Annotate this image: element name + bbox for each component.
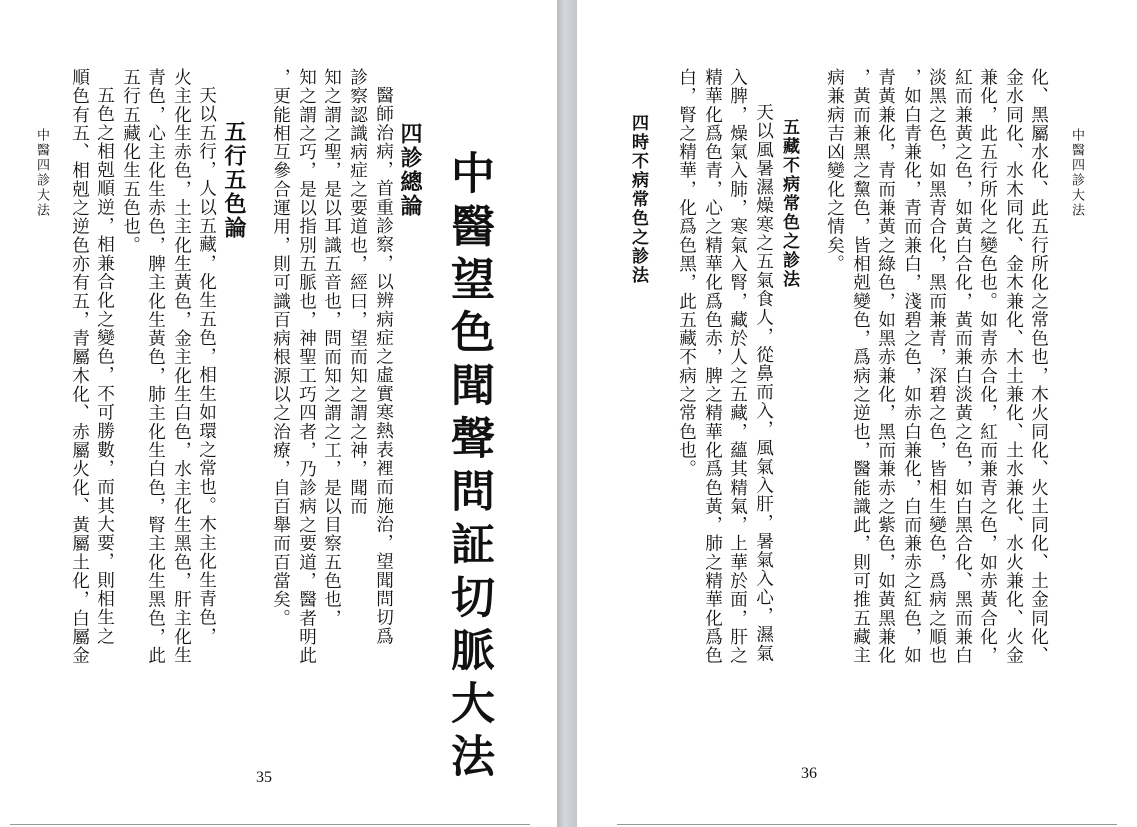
section-heading: 四診總論 — [397, 122, 422, 218]
text-column: 精華化爲色青，心之精華化爲色赤，脾之精華化爲色黃，肺之精華化爲色 — [702, 68, 723, 665]
text-column: 青黃兼化，青而兼黃之綠色，如黑赤兼化，黑而兼赤之紫色，如黃黑兼化 — [875, 68, 896, 665]
text-column: 紅而兼黃之色，如黃白合化，黃而兼白淡黃之色，如白黑合化、黑而兼白 — [952, 68, 973, 665]
text-column: 診察認識病症之要道也，經曰，望而知之謂之神，聞而 — [347, 68, 368, 516]
scan-edge-line — [617, 824, 1117, 825]
text-column: 白，腎之精華，化爲色黑，此五藏不病之常色也。 — [676, 68, 697, 479]
text-column: ，更能相互參合運用，則可識百病根源以之治療，自百舉而百當矣。 — [270, 68, 291, 628]
text-column: 知之謂之聖，是以耳識五音也，問而知之謂之工，是以目察五色也， — [321, 68, 342, 628]
text-column: 天以五行，人以五藏，化生五色，相生如環之常也。木主化生青色， — [196, 86, 217, 646]
text-column: ，黃而兼黑之黧色，皆相剋變色，爲病之逆也，醫能識此，則可推五藏主 — [850, 68, 871, 665]
text-column: 五行五藏化生五色也。 — [120, 68, 141, 255]
right-page — [577, 0, 1137, 827]
section-heading: 五藏不病常色之診法 — [779, 118, 799, 289]
text-column: 天以風暑濕燥寒之五氣食人，從鼻而入，風氣入肝，暑氣入心，濕氣 — [753, 103, 774, 663]
scan-edge-line — [10, 824, 530, 825]
text-column: 順色有五、相剋之逆色亦有五，青屬木化、赤屬火化、黃屬土化，白屬金 — [69, 68, 90, 665]
text-column: 化、黑屬水化、此五行所化之常色也，木火同化、火土同化、土金同化、 — [1028, 68, 1049, 665]
page-gutter — [557, 0, 577, 827]
text-column: 知之謂之巧，是以指別五脈也，神聖工巧四者，乃診病之要道，醫者明此 — [296, 68, 317, 665]
text-column: ，如白青兼化，青而兼白，淺碧之色，如赤白兼化，白而兼赤之紅色，如 — [901, 68, 922, 665]
next-section-heading: 四時不病常色之診法 — [628, 114, 648, 285]
running-head: 中醫四診大法 — [34, 128, 49, 218]
subsection-heading: 五行五色論 — [221, 120, 246, 240]
page-number: 35 — [256, 769, 272, 786]
text-column: 青色，心主化生赤色，脾主化生黃色，肺主化生白色，腎主化生黑色，此 — [145, 68, 166, 665]
text-column: 火主化生赤色，土主化生黃色，金主化生白色，水主化生黑色，肝主化生 — [171, 68, 192, 665]
text-column: 淡黑之色，如黑青合化，黑而兼青，深碧之色，皆相生變色，爲病之順也 — [926, 68, 947, 665]
text-column: 入脾，燥氣入肺，寒氣入腎，藏於人之五藏，蘊其精氣，上華於面，肝之 — [727, 68, 748, 665]
page-title: 中醫望色聞聲問証切脈大法 — [443, 150, 494, 786]
running-head: 中醫四診大法 — [1069, 128, 1084, 218]
left-page — [0, 0, 557, 827]
page-number: 36 — [801, 765, 817, 782]
text-column: 五色之相剋順逆，相兼合化之變色，不可勝數，而其大要，則相生之 — [94, 86, 115, 646]
text-column: 病兼病吉凶變化之情矣。 — [824, 68, 845, 274]
text-column: 醫師治病，首重診察，以辨病症之虛實寒熱表裡而施治，望聞問切爲 — [373, 86, 394, 646]
text-column: 金水同化、水木同化、金木兼化、木土兼化、土水兼化、水火兼化、火金 — [1003, 68, 1024, 665]
text-column: 兼化，此五行所化之變色也。如青赤合化，紅而兼青之色，如赤黃合化， — [977, 68, 998, 665]
